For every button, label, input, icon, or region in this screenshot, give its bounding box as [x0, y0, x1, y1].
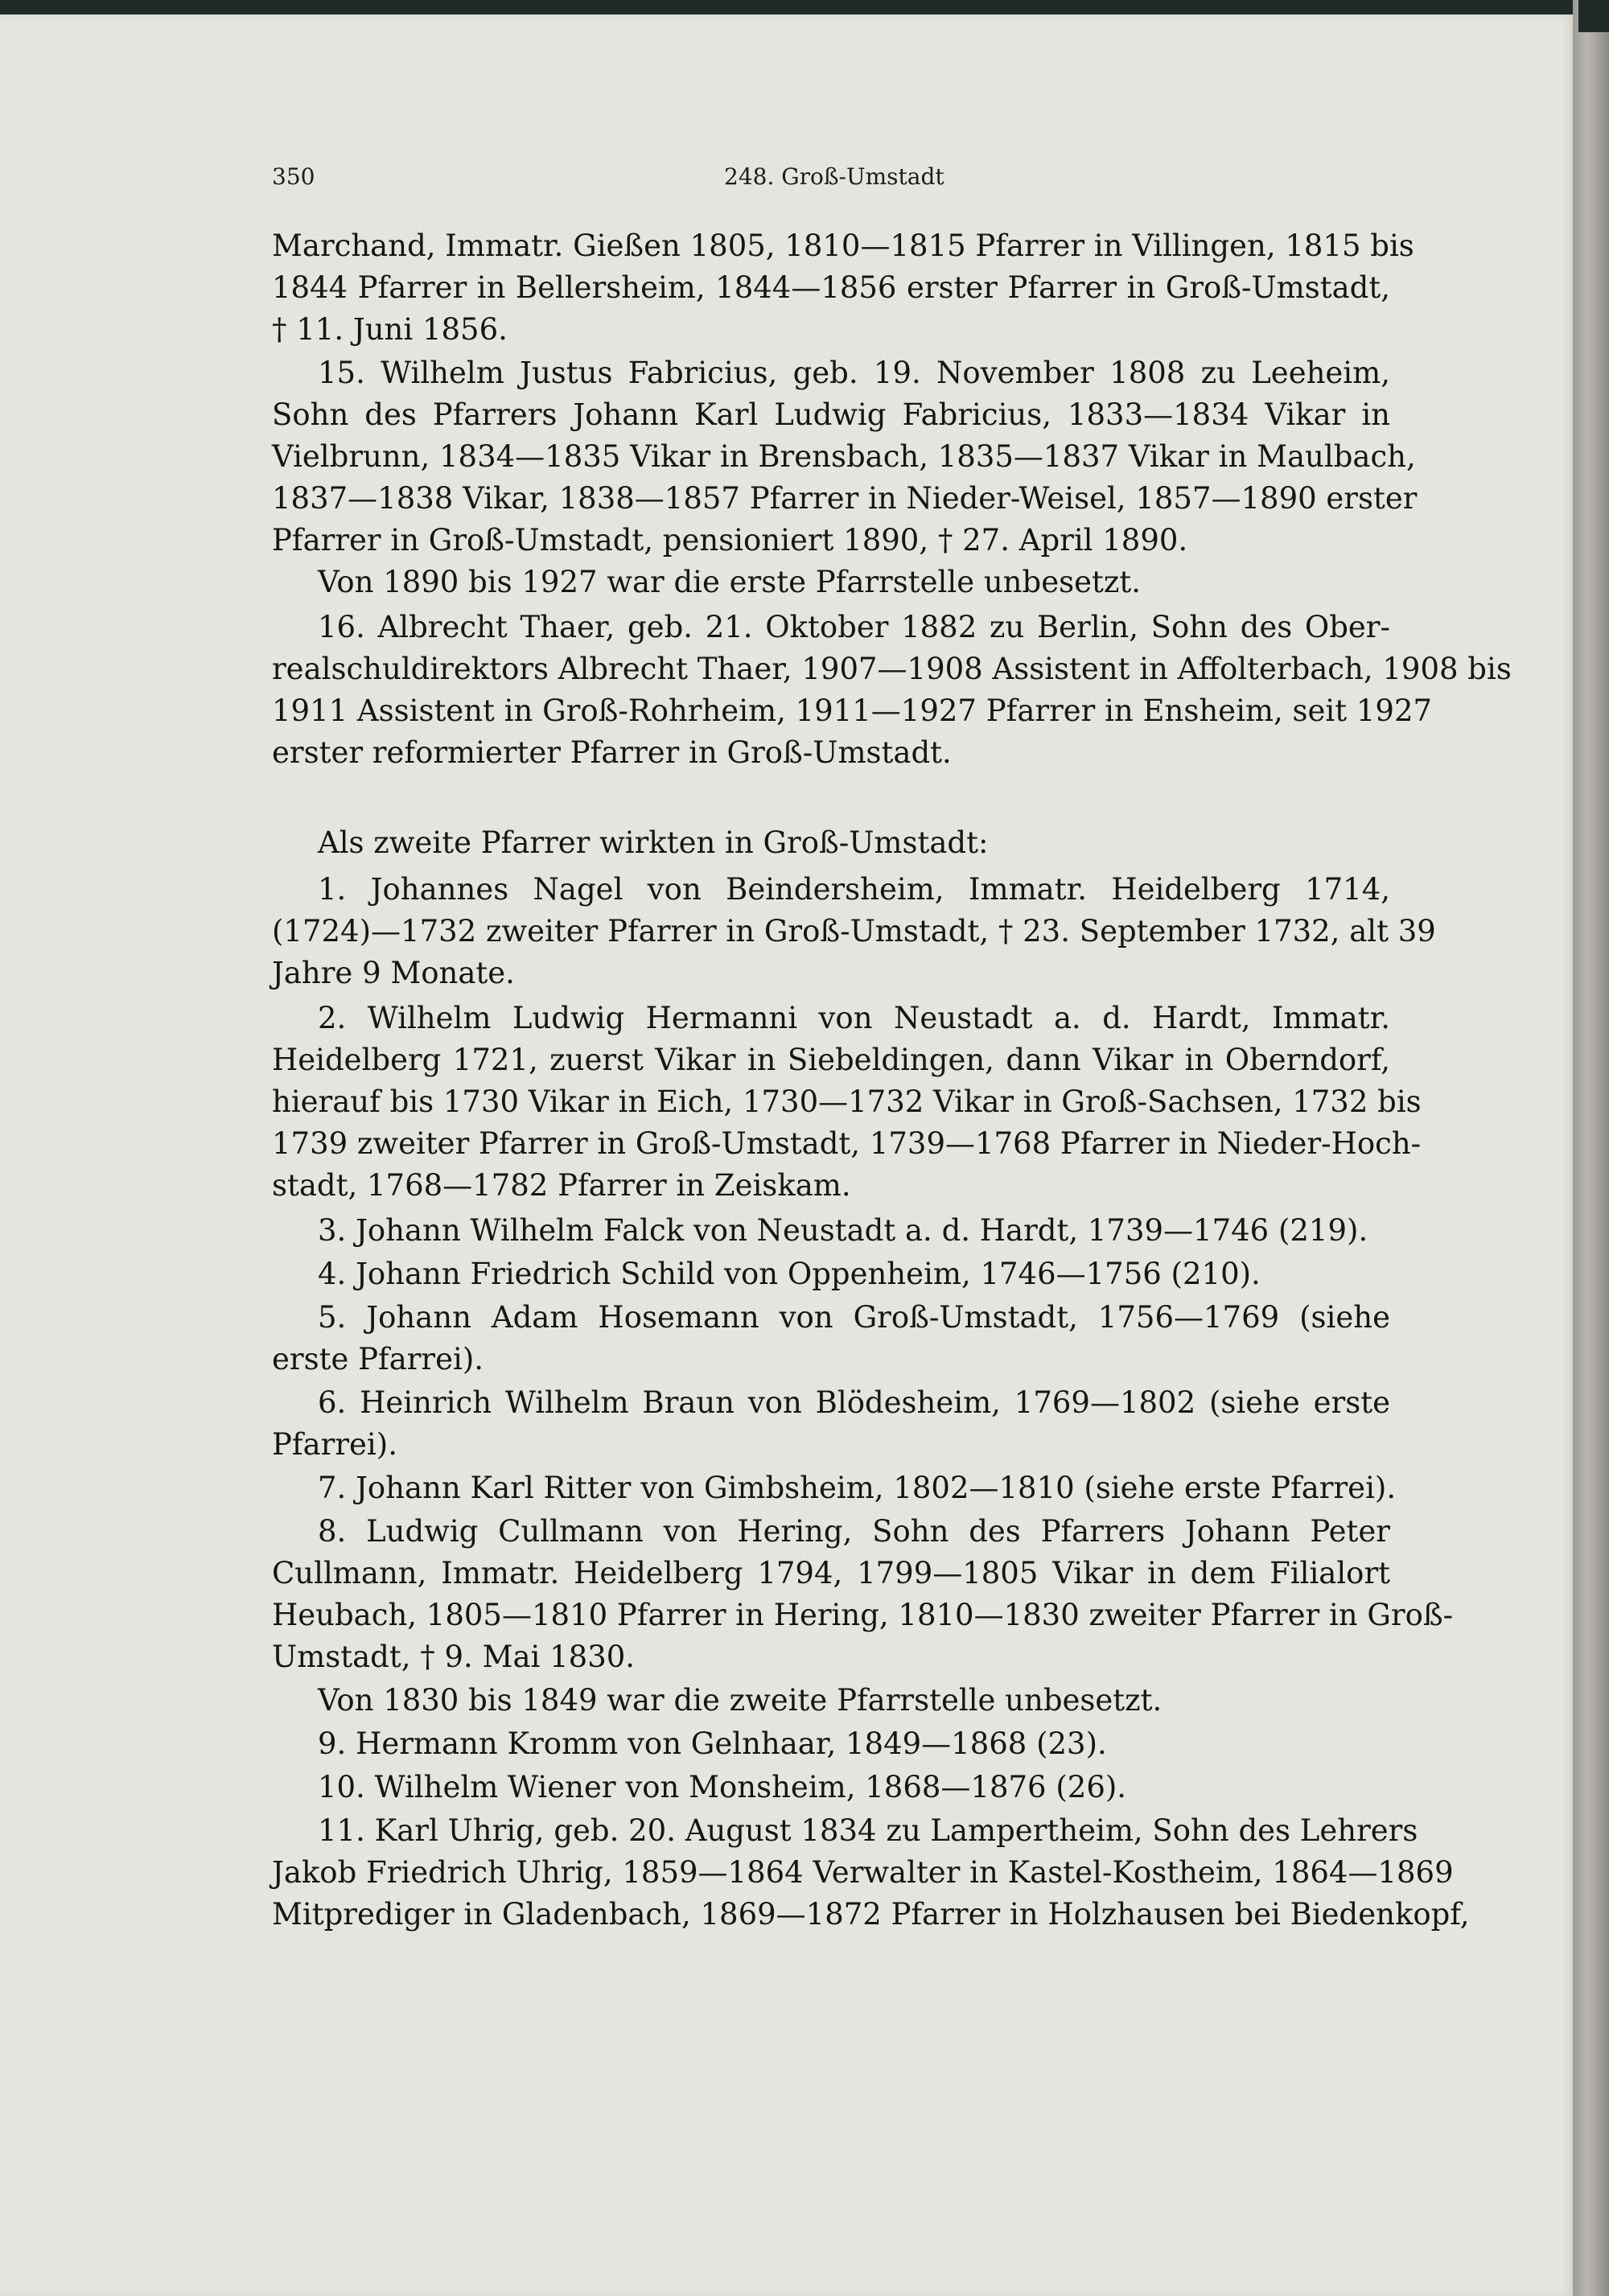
text-line: Vielbrunn, 1834—1835 Vikar in Brensbach, 1835—1837 Vikar in Maulbach, — [272, 439, 1416, 474]
page-number: 350 — [272, 163, 315, 190]
running-title: 248. Groß-Umstadt — [724, 163, 944, 190]
entry-heading-line: 15. Wilhelm Justus Fabricius, geb. 19. November 1808 zu Leeheim, — [318, 356, 1390, 390]
text-line: erster reformierter Pfarrer in Groß-Umstadt. — [272, 735, 952, 770]
text-line: erste Pfarrei). — [272, 1342, 484, 1376]
adjacent-page-edge — [1573, 0, 1609, 2296]
text-line: Jahre 9 Monate. — [272, 956, 515, 990]
entry-line: 4. Johann Friedrich Schild von Oppenheim, 1746—1756 (210). — [318, 1257, 1261, 1291]
text-line: Jakob Friedrich Uhrig, 1859—1864 Verwalter in Kastel-Kostheim, 1864—1869 — [272, 1855, 1454, 1890]
entry-line: 10. Wilhelm Wiener von Monsheim, 1868—1876 (26). — [318, 1770, 1127, 1804]
text-line: Mitprediger in Gladenbach, 1869—1872 Pfarrer in Holzhausen bei Biedenkopf, — [272, 1897, 1470, 1932]
entry-heading-line: 5. Johann Adam Hosemann von Groß-Umstadt, 1756—1769 (siehe — [318, 1300, 1390, 1335]
text-line: Marchand, Immatr. Gießen 1805, 1810—1815 Pfarrer in Villingen, 1815 bis — [272, 228, 1414, 263]
section-heading: Als zweite Pfarrer wirkten in Groß-Umstadt: — [318, 825, 989, 860]
entry-heading-line: 11. Karl Uhrig, geb. 20. August 1834 zu Lampertheim, Sohn des Lehrers — [318, 1813, 1418, 1848]
text-line: hierauf bis 1730 Vikar in Eich, 1730—1732 Vikar in Groß-Sachsen, 1732 bis — [272, 1084, 1422, 1119]
entry-heading-line: 1. Johannes Nagel von Beindersheim, Immatr. Heidelberg 1714, — [318, 872, 1390, 907]
text-line: realschuldirektors Albrecht Thaer, 1907—1908 Assistent in Affolterbach, 1908 bis — [272, 652, 1512, 686]
entry-line: 9. Hermann Kromm von Gelnhaar, 1849—1868 (23). — [318, 1726, 1107, 1761]
text-line: Heubach, 1805—1810 Pfarrer in Hering, 1810—1830 zweiter Pfarrer in Groß- — [272, 1598, 1454, 1632]
text-line: (1724)—1732 zweiter Pfarrer in Groß-Umstadt, † 23. September 1732, alt 39 — [272, 914, 1436, 948]
entry-line: 3. Johann Wilhelm Falck von Neustadt a. d. Hardt, 1739—1746 (219). — [318, 1213, 1368, 1248]
note-line: Von 1890 bis 1927 war die erste Pfarrstelle unbesetzt. — [318, 565, 1141, 599]
entry-heading-line: 2. Wilhelm Ludwig Hermanni von Neustadt a. d. Hardt, Immatr. — [318, 1001, 1390, 1035]
text-line: 1837—1838 Vikar, 1838—1857 Pfarrer in Nieder-Weisel, 1857—1890 erster — [272, 481, 1418, 516]
text-line: Umstadt, † 9. Mai 1830. — [272, 1640, 636, 1674]
entry-line: 7. Johann Karl Ritter von Gimbsheim, 1802—1810 (siehe erste Pfarrei). — [318, 1471, 1397, 1505]
text-line: stadt, 1768—1782 Pfarrer in Zeiskam. — [272, 1168, 851, 1203]
text-line: 1739 zweiter Pfarrer in Groß-Umstadt, 1739—1768 Pfarrer in Nieder-Hoch- — [272, 1126, 1422, 1161]
text-line: Pfarrer in Groß-Umstadt, pensioniert 1890, † 27. April 1890. — [272, 523, 1188, 558]
entry-heading-line: 8. Ludwig Cullmann von Hering, Sohn des Pfarrers Johann Peter — [318, 1514, 1390, 1549]
text-line: 1844 Pfarrer in Bellersheim, 1844—1856 erster Pfarrer in Groß-Umstadt, — [272, 270, 1390, 305]
note-line: Von 1830 bis 1849 war die zweite Pfarrstelle unbesetzt. — [318, 1683, 1163, 1718]
text-line: Sohn des Pfarrers Johann Karl Ludwig Fabricius, 1833—1834 Vikar in — [272, 397, 1390, 432]
text-line: Cullmann, Immatr. Heidelberg 1794, 1799—1805 Vikar in dem Filialort — [272, 1556, 1390, 1590]
text-line: Heidelberg 1721, zuerst Vikar in Siebeldingen, dann Vikar in Oberndorf, — [272, 1043, 1390, 1077]
book-page — [0, 14, 1573, 2296]
text-line: † 11. Juni 1856. — [272, 312, 508, 347]
scanner-top-edge — [0, 0, 1609, 14]
entry-heading-line: 6. Heinrich Wilhelm Braun von Blödesheim, 1769—1802 (siehe erste — [318, 1385, 1390, 1420]
scanner-corner — [1578, 0, 1609, 32]
text-line: 1911 Assistent in Groß-Rohrheim, 1911—1927 Pfarrer in Ensheim, seit 1927 — [272, 693, 1433, 728]
entry-heading-line: 16. Albrecht Thaer, geb. 21. Oktober 1882 zu Berlin, Sohn des Ober- — [318, 610, 1390, 644]
text-line: Pfarrei). — [272, 1427, 397, 1462]
